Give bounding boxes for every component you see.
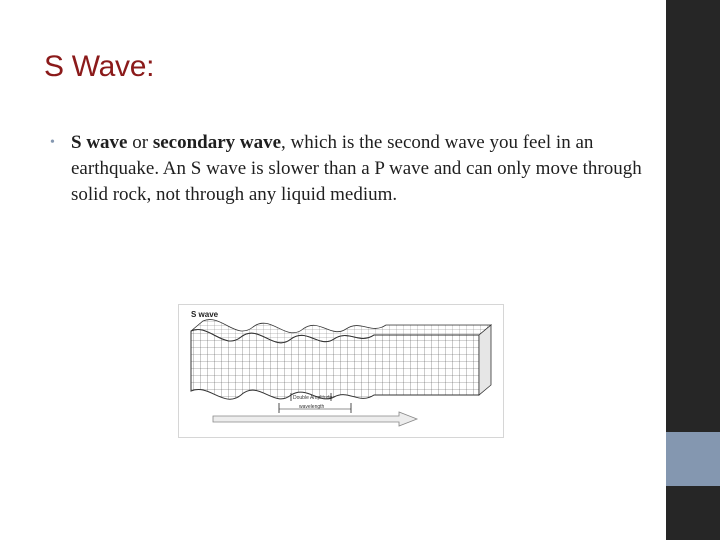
figure-label: S wave — [191, 310, 219, 319]
connector-text: or — [127, 132, 153, 153]
s-wave-diagram — [178, 304, 504, 438]
amplitude-label: Double Amplitude — [293, 395, 333, 401]
bullet-paragraph — [50, 130, 653, 208]
term-secondary-wave: secondary wave — [152, 132, 282, 153]
s-wave-illustration — [179, 305, 503, 437]
wavelength-label: wavelength — [299, 404, 325, 410]
bullet-body-text: , which is the second wave you feel in an earthquake. An S wave is slower than a P wave and can only move through solid rock, not through any liquid medium. — [71, 132, 642, 205]
bullet-dot-icon: • — [50, 135, 55, 150]
sidebar-accent-block — [666, 432, 720, 486]
right-sidebar-bar — [666, 0, 720, 540]
propagation-arrow-icon — [213, 412, 417, 426]
term-s-wave: S wave — [71, 132, 128, 153]
wave-side-face — [479, 325, 491, 395]
slide-title: S Wave: — [44, 50, 155, 83]
